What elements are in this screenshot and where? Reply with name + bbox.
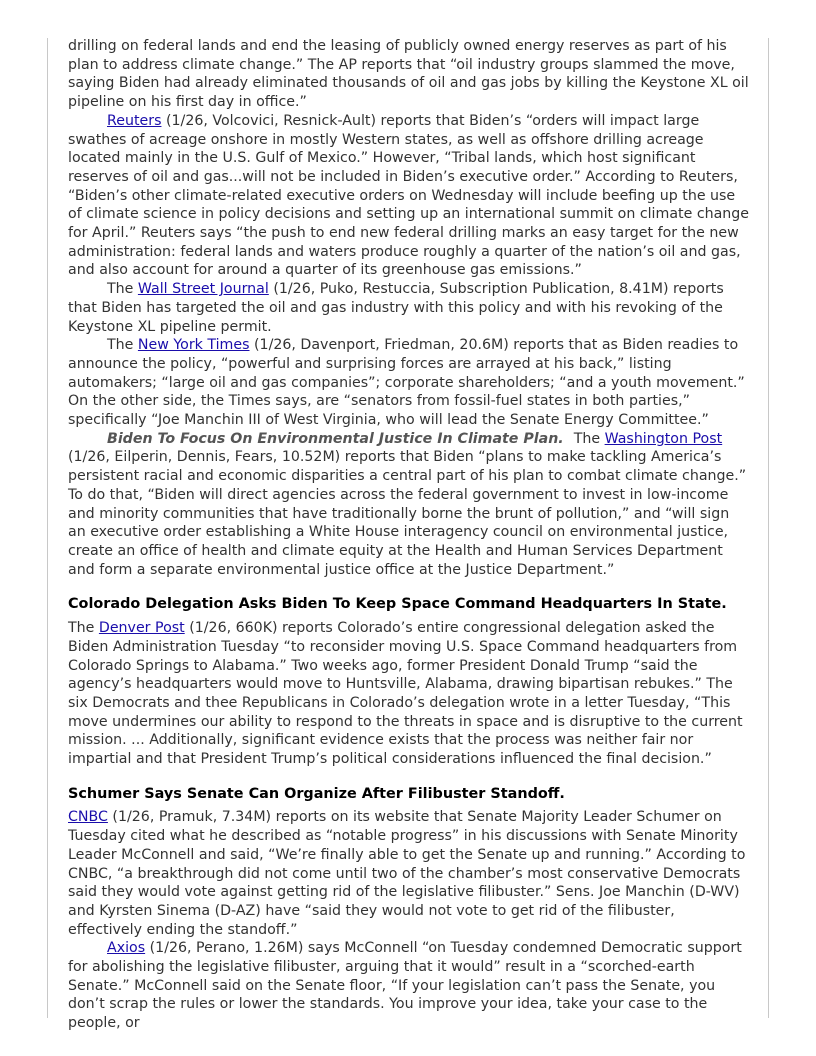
article-paragraph [68,37,750,112]
source-link[interactable]: Axios [107,940,146,957]
source-link[interactable]: Washington Post [604,430,723,447]
body-text: drilling on federal lands and end the leasing of publicly owned energy reserves as part of his plan to address climate change.” The AP reports that “oil industry groups slammed the move, saying Biden had already eliminated thousands of oil and gas jobs by killing the Keystone XL oil pipeline on his first day in office.” [68,38,749,111]
article-paragraph [68,939,750,1033]
article-paragraph [68,112,750,280]
body-text: (1/26, Pramuk, 7.34M) reports on its website that Senate Majority Leader Schumer on Tuesday cited what he described as “notable progress” in his discussions with Senate Minority Leader McConnell and said, “We’re finally able to get the Senate up and running.” According to CNBC, “a breakthrough did not come until two of the chamber’s most conservative Democrats said they would vote against getting rid of the legislative filibuster.” Sens. Joe Manchin (D-WV) and Kyrsten Sinema (D-AZ) have “said they would not vote to get rid of the filibuster, effectively ending the standoff.” [68,809,746,938]
source-link[interactable]: New York Times [137,337,250,354]
body-text: (1/26, Puko, Restuccia, Subscription Publication, 8.41M) reports that Biden has targeted the oil and gas industry with this policy and with his revoking of the Keystone XL pipeline permit. [68,281,724,335]
body-text: (1/26, Davenport, Friedman, 20.6M) reports that as Biden readies to announce the policy, “powerful and surprising forces are arrayed at his back,” listing automakers; “large oil and gas companies”; corporate shareholders; “and a youth movement.” On the other side, the Times says, are “senators from fossil-fuel states in both parties,” specifically “Joe Manchin III of West Virginia, who will lead the Senate Energy Committee.” [68,337,745,429]
article-paragraph [68,336,750,430]
article-paragraph [68,808,750,939]
document-page [68,37,750,1033]
body-text: The [68,620,99,637]
section-heading: Schumer Says Senate Can Organize After Filibuster Standoff. [68,785,565,802]
source-link[interactable]: Reuters [107,112,162,129]
article-paragraph [68,619,750,769]
article-paragraph [68,430,750,580]
body-text: The [107,337,138,354]
section-heading: Colorado Delegation Asks Biden To Keep Space Command Headquarters In State. [68,596,727,613]
body-text: (1/26, 660K) reports Colorado’s entire congressional delegation asked the Biden Administration Tuesday “to reconsider moving U.S. Space Command headquarters from Colorado Springs to Alabama.” Two weeks ago, former President Donald Trump “said the agency’s headquarters would move to Huntsville, Alabama, drawing bipartisan rebukes.” The six Democrats and thee Republicans in Colorado’s delegation wrote in a letter Tuesday, “This move undermines our ability to respond to the threats in space and is disruptive to the current mission. ... Additionally, significant evidence exists that the process was neither fair nor impartial and that President Trump’s political considerations influenced the final decision.” [68,620,743,768]
body-text: (1/26, Perano, 1.26M) says McConnell “on Tuesday condemned Democratic support for abolishing the legislative filibuster, arguing that it would” result in a “scorched-earth Senate.” McConnell said on the Senate floor, “If your legislation can’t pass the Senate, you don’t scrap the rules or lower the standards. You improve your idea, take your case to the people, or [68,940,742,1032]
source-link[interactable]: CNBC [68,809,108,826]
body-text: The [573,430,605,447]
source-link[interactable]: Wall Street Journal [137,281,269,298]
left-margin-rule [47,38,48,1018]
body-text: (1/26, Eilperin, Dennis, Fears, 10.52M) reports that Biden “plans to make tackling America’s persistent racial and economic disparities a central part of his plan to combat climate change.” To do that, “Biden will direct agencies across the federal government to invest in low-income and minority communities that have traditionally borne the brunt of pollution,” and “will sign an executive order establishing a White House interagency council on environmental justice, create an office of health and climate equity at the Health and Human Services Department and form a separate environmental justice office at the Justice Department.” [68,449,747,578]
body-text: The [107,281,138,298]
article-paragraph [68,280,750,336]
right-margin-rule [768,38,769,1018]
inline-subheading: Biden To Focus On Environmental Justice In Climate Plan. [107,430,564,447]
body-text: (1/26, Volcovici, Resnick-Ault) reports that Biden’s “orders will impact large swathes of acreage onshore in mostly Western states, as well as offshore drilling acreage located mainly in the U.S. Gulf of Mexico.” However, “Tribal lands, which host significant reserves of oil and gas...will not be included in Biden’s executive order.” According to Reuters, “Biden’s other climate-related executive orders on Wednesday will include beefing up the use of climate science in policy decisions and setting up an international summit on climate change for April.” Reuters says “the push to end new federal drilling marks an easy target for the new administration: federal lands and waters produce roughly a quarter of the nation’s oil and gas, and also account for around a quarter of its greenhouse gas emissions.” [68,112,750,279]
source-link[interactable]: Denver Post [98,620,185,637]
